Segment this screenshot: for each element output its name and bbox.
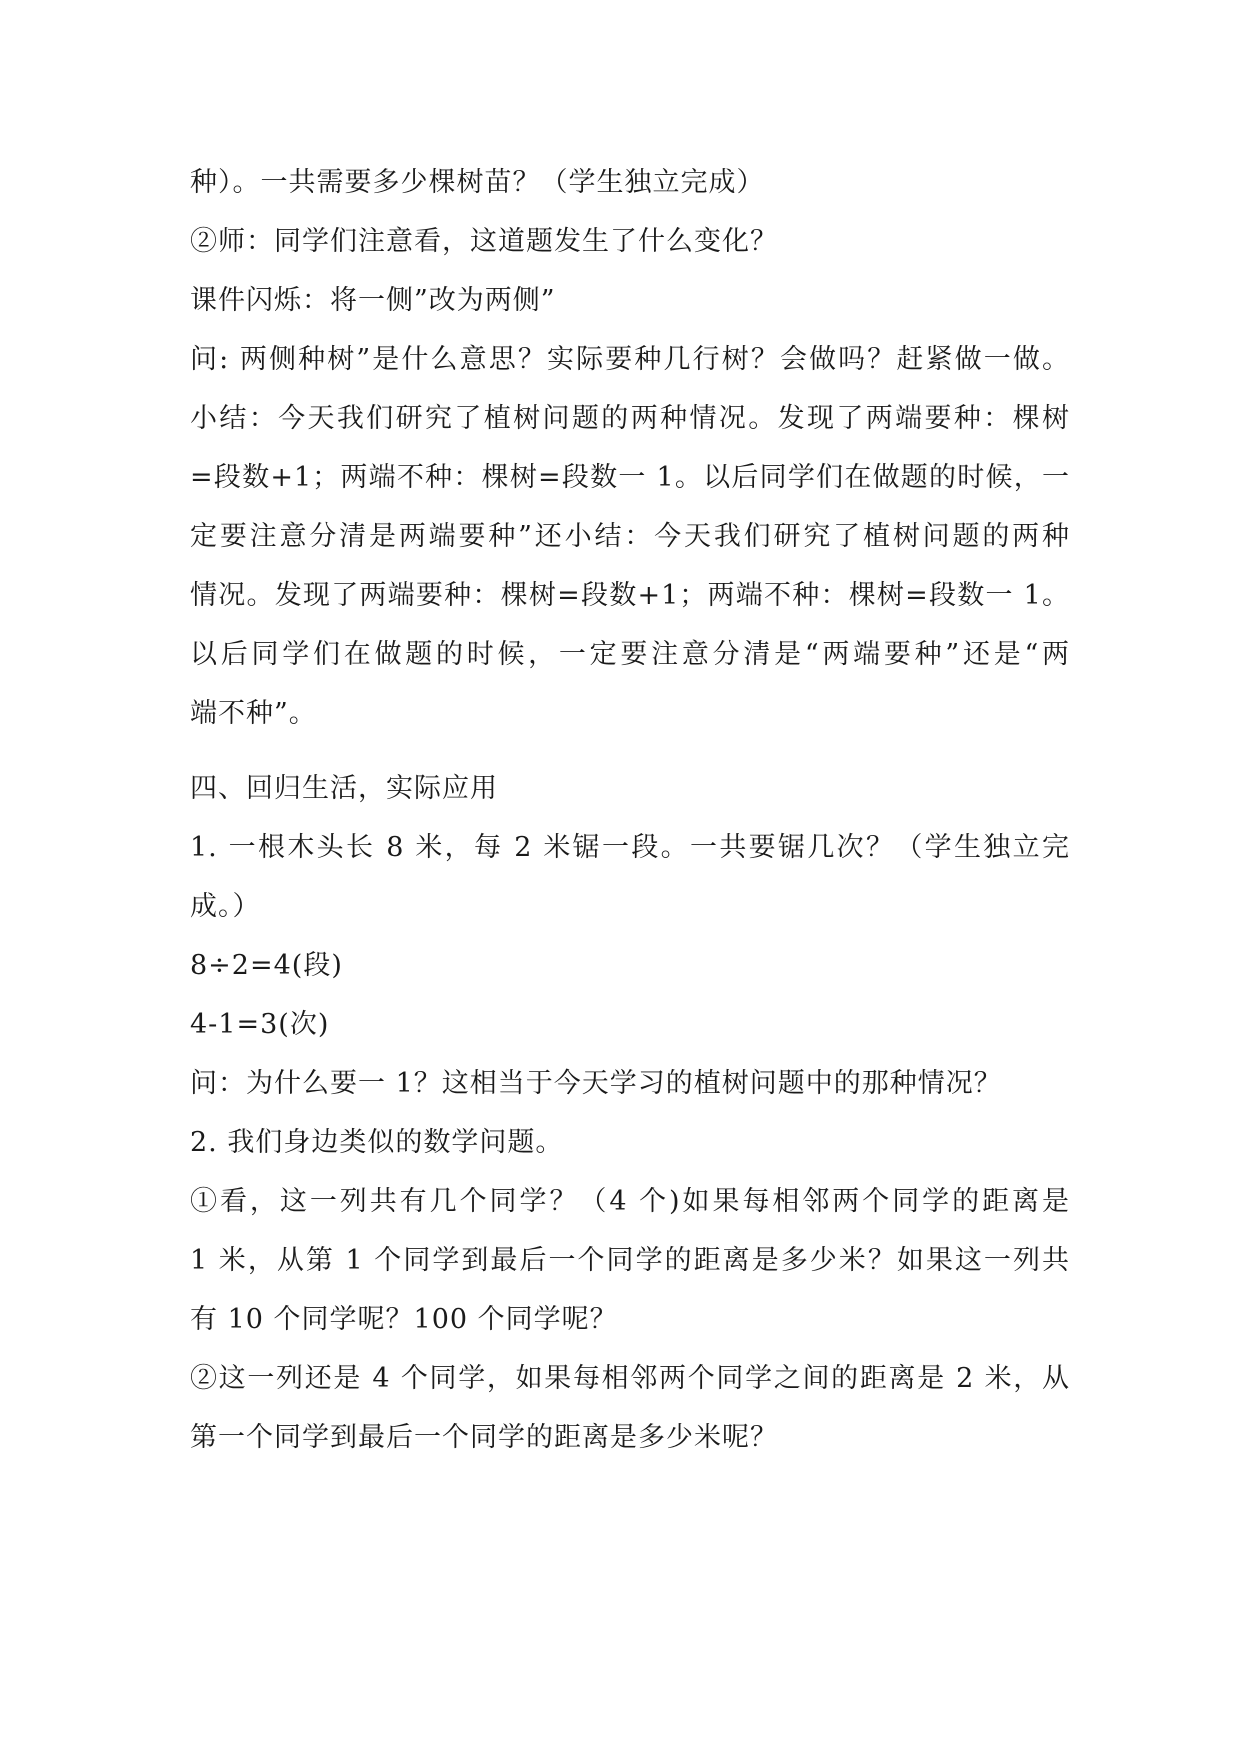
equation-line: 8÷2=4(段) bbox=[190, 950, 343, 981]
text-line: 情况。发现了两端要种：棵树=段数+1；两端不种：棵树=段数一 1。 bbox=[190, 580, 1070, 611]
text-line: 1 米，从第 1 个同学到最后一个同学的距离是多少米？如果这一列共 bbox=[190, 1245, 1070, 1276]
section-heading: 四、回归生活，实际应用 bbox=[190, 773, 498, 804]
text-line: ①看，这一列共有几个同学？（4 个)如果每相邻两个同学的距离是 bbox=[190, 1186, 1070, 1217]
text-line: 种）。一共需要多少棵树苗？（学生独立完成） bbox=[190, 167, 765, 198]
text-line: 有 10 个同学呢？100 个同学呢？ bbox=[190, 1304, 618, 1335]
equation-line: 4-1=3(次) bbox=[190, 1009, 330, 1040]
text-line: =段数+1；两端不种：棵树=段数一 1。以后同学们在做题的时候，一 bbox=[190, 462, 1070, 493]
text-line: 2. 我们身边类似的数学问题。 bbox=[190, 1127, 564, 1158]
text-line: 问: 两侧种树”是什么意思？实际要种几行树？会做吗？赶紧做一做。 bbox=[190, 344, 1070, 375]
text-line: 定要注意分清是两端要种”还小结：今天我们研究了植树问题的两种 bbox=[190, 521, 1070, 552]
text-line: 问：为什么要一 1？这相当于今天学习的植树问题中的那种情况？ bbox=[190, 1068, 1002, 1099]
text-line: 课件闪烁：将一侧”改为两侧” bbox=[190, 285, 556, 316]
text-line: 小结：今天我们研究了植树问题的两种情况。发现了两端要种：棵树 bbox=[190, 403, 1070, 434]
text-line: 端不种”。 bbox=[190, 698, 317, 729]
text-line: ②师：同学们注意看，这道题发生了什么变化？ bbox=[190, 226, 778, 257]
text-line: ②这一列还是 4 个同学，如果每相邻两个同学之间的距离是 2 米，从 bbox=[190, 1363, 1070, 1394]
text-line: 成。） bbox=[190, 891, 261, 922]
text-line: 第一个同学到最后一个同学的距离是多少米呢？ bbox=[190, 1422, 778, 1453]
text-line: 以后同学们在做题的时候，一定要注意分清是“两端要种”还是“两 bbox=[190, 639, 1070, 670]
text-line: 1. 一根木头长 8 米，每 2 米锯一段。一共要锯几次？（学生独立完 bbox=[190, 832, 1070, 863]
